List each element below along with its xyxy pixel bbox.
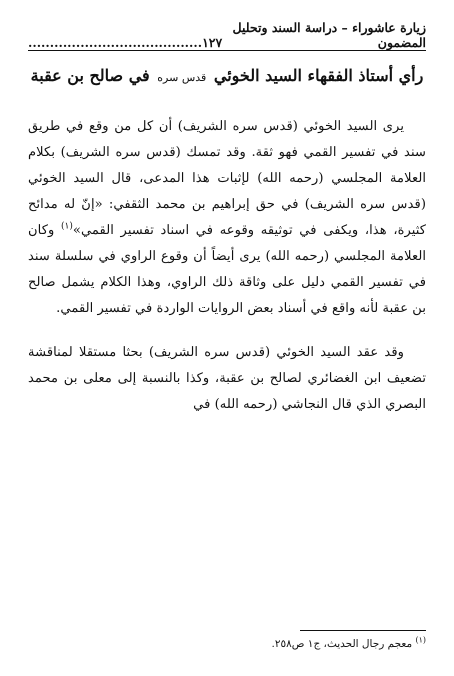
footnote: [28, 637, 426, 651]
page-number: ........................................١٢٧: [28, 35, 223, 50]
footnote-reference: (١): [61, 221, 73, 232]
footnote-marker: (١): [415, 635, 426, 645]
section-heading-text: رأي أستاذ الفقهاء السيد الخوئي: [213, 66, 424, 85]
body-text: [28, 114, 426, 418]
footnote-divider: [300, 630, 426, 631]
section-heading: [28, 64, 426, 90]
running-title: زيارة عاشوراء – دراسة السند وتحليل المضمون: [232, 20, 426, 50]
paragraph-1-part-1: يرى السيد الخوئي (قدس سره الشريف) أن كل من وقع في طريق سند في تفسير القمي فهو ثقة. وقد تمسك (قدس سره الشريف) بكلام العلامة المجلسي (رحمه الله) لإثبات هذا المدعى، قال السيد الخوئي (قدس سره الشريف) في حق إبراهيم بن محمد الثقفي: «إنّ له مدائح كثيرة، هذا، ويكفى في توثيقه وقوعه في اسناد تفسير القمي»: [28, 119, 426, 238]
honorific-glyph: قدس سره: [157, 71, 207, 84]
section-heading-tail: في صالح بن عقبة: [30, 66, 150, 85]
paragraph-1-part-2: وكان العلامة المجلسي (رحمه الله) يرى أيضاً أن وقوع الراوي في سلسلة سند في تفسير القمي دليل على وثاقة ذلك الراوي، وهذا الكلام يشمل صالح بن عقبة لأنه واقع في أسناد بعض الروايات الواردة في تفسير القمي.: [28, 223, 426, 316]
paragraph-2: وقد عقد السيد الخوئي (قدس سره الشريف) بحثا مستقلا لمناقشة تضعيف ابن الغضائري لصالح بن عقبة، وكذا بالنسبة إلى معلى بن محمد البصري الذي قال النجاشي (رحمه الله) في: [28, 345, 426, 412]
footnote-text: معجم رجال الحديث، ج١ ص٢٥٨.: [271, 638, 416, 650]
running-header: [28, 20, 426, 51]
paragraph-1: [28, 114, 426, 322]
